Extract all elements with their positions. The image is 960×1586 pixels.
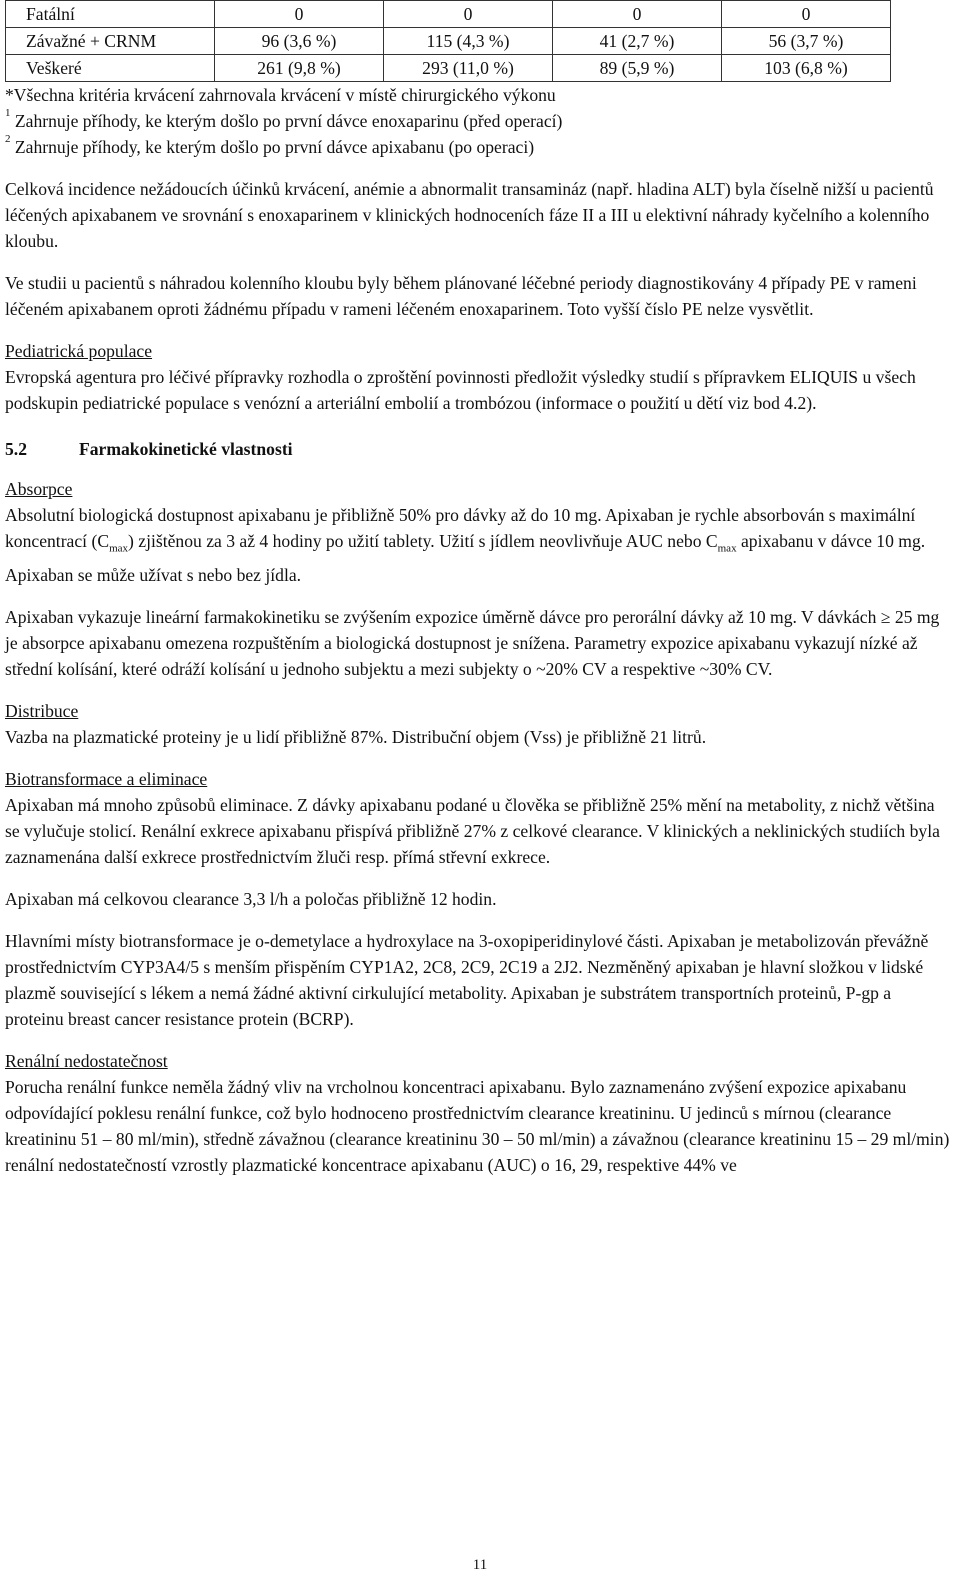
paragraph-adverse-effects: Celková incidence nežádoucích účinků krvácení, anémie a abnormalit transamináz (např. hladina ALT) byla číselně nižší u pacientů léčených apixabanem ve srovnání s enoxaparinem v klinických hodnoceních fáze II a III u elektivní náhrady kyčelního a kolenního kloubu.: [5, 179, 934, 251]
table-cell: 0: [384, 1, 553, 28]
table-cell: 96 (3,6 %): [215, 28, 384, 55]
text-run: ) zjištěnou za 3 až 4 hodiny po užití tablety. Užití s jídlem neovlivňuje AUC nebo C: [128, 531, 718, 551]
section-number: 5.2: [5, 439, 27, 459]
text-run: Absolutní biologická dostupnost apixabanu je přibližně 50% pro dávky až do 10 mg. Apixaban je rychle absorbován s maximální koncentrací (C: [5, 505, 916, 551]
footnote-2: [5, 134, 953, 160]
table-row: [6, 55, 891, 82]
text-run: apixabanu v dávce 10 mg. Apixaban se může užívat s nebo bez jídla.: [5, 531, 926, 585]
heading-distribution: Distribuce: [5, 700, 79, 721]
paragraph-biotransformation-2: Apixaban má celkovou clearance 3,3 l/h a poločas přibližně 12 hodin.: [5, 888, 497, 909]
paragraph-absorption-2: Apixaban vykazuje lineární farmakokinetiku se zvýšením expozice úměrně dávce pro perorální dávky až 10 mg. V dávkách ≥ 25 mg je absorpce apixabanu omezena rozpuštěním a biologická dostupnost je snížena. Parametry expozice apixabanu vykazují nízké až střední kolísání, které odráží kolísání u jednoho subjektu a mezi subjekty o ~20% CV a respektive ~30% CV.: [5, 606, 940, 679]
table-cell: 103 (6,8 %): [722, 55, 891, 82]
table-cell: 89 (5,9 %): [553, 55, 722, 82]
table-cell: 293 (11,0 %): [384, 55, 553, 82]
paragraph-pediatric: Evropská agentura pro léčivé přípravky rozhodla o zproštění povinnosti předložit výsledky studií s přípravkem ELIQUIS u všech podskupin pediatrické populace s venózní a arteriální embolií a trombózou (informace o použití u dětí viz bod 4.2).: [5, 367, 916, 413]
table-cell: 261 (9,8 %): [215, 55, 384, 82]
paragraph-renal: Porucha renální funkce neměla žádný vliv na vrcholnou koncentraci apixabanu. Bylo zaznamenáno zvýšení expozice apixabanu odpovídající poklesu renální funkce, což bylo hodnoceno prostřednictvím clearance kreatininu. U jedinců s mírnou (clearance kreatininu 51 – 80 ml/min), středně závažnou (clearance kreatininu 30 – 50 ml/min) a závažnou (clearance kreatininu 15 – 29 ml/min) renální nedostatečností vzrostly plazmatické koncentrace apixabanu (AUC) o 16, 29, respektive 44% ve: [5, 1076, 950, 1175]
table-cell: 0: [215, 1, 384, 28]
footnote-1: [5, 108, 953, 134]
paragraph-biotransformation-1: Apixaban má mnoho způsobů eliminace. Z dávky apixabanu podané u člověka se přibližně 25% mění na metabolity, z nichž většina se vylučuje stolicí. Renální exkrece apixabanu přispívá přibližně 27% z celkové clearance. V klinických a neklinických studiích byla zaznamenána další exkrece prostřednictvím žluči resp. přímá střevní exkrece.: [5, 794, 940, 867]
paragraph-absorption-1: [5, 502, 953, 588]
heading-biotransformation: Biotransformace a eliminace: [5, 768, 208, 789]
page-number: 11: [472, 1557, 488, 1573]
subscript: max: [717, 542, 737, 555]
heading-renal: Renální nedostatečnost: [5, 1050, 168, 1071]
bleeding-results-table: [5, 0, 891, 82]
table-cell: 56 (3,7 %): [722, 28, 891, 55]
paragraph-pe-cases: Ve studii u pacientů s náhradou kolenního kloubu byly během plánované léčebné periody diagnostikovány 4 případy PE v rameni léčeném apixabanem oproti žádnému případu v rameni léčeném enoxaparinem. Toto vyšší číslo PE nelze vysvětlit.: [5, 273, 917, 319]
row-label: Fatální: [6, 1, 215, 28]
heading-absorption: Absorpce: [5, 479, 73, 499]
footnote-mark: 1: [5, 107, 11, 119]
paragraph-biotransformation-3: Hlavními místy biotransformace je o-demetylace a hydroxylace na 3-oxopiperidinylové části. Apixaban je metabolizován převážně prostřednictvím CYP3A4/5 s menším přispěním CYP1A2, 2C8, 2C9, 2C19 a 2J2. Nezměněný apixaban je hlavní složkou v lidské plazmě související s lékem a nemá žádné aktivní cirkulující metabolity. Apixaban je substrátem transportních proteinů, P-gp a proteinu breast cancer resistance protein (BCRP).: [5, 930, 929, 1029]
footnote-star: *Všechna kritéria krvácení zahrnovala krvácení v místě chirurgického výkonu: [5, 85, 556, 105]
document-page: [5, 0, 953, 1178]
row-label: Veškeré: [6, 55, 215, 82]
table-footnotes: [5, 82, 953, 160]
table-cell: 0: [722, 1, 891, 28]
section-title: Farmakokinetické vlastnosti: [79, 439, 293, 459]
subscript: max: [109, 542, 129, 555]
footnote-text: Zahrnuje příhody, ke kterým došlo po první dávce enoxaparinu (před operací): [10, 111, 563, 131]
table-row: [6, 28, 891, 55]
paragraph-distribution: Vazba na plazmatické proteiny je u lidí přibližně 87%. Distribuční objem (Vss) je přibližně 21 litrů.: [5, 726, 707, 747]
footnote-text: Zahrnuje příhody, ke kterým došlo po první dávce apixabanu (po operaci): [10, 137, 535, 157]
row-label: Závažné + CRNM: [6, 28, 215, 55]
table-cell: 41 (2,7 %): [553, 28, 722, 55]
section-heading: [5, 436, 953, 462]
table-cell: 0: [553, 1, 722, 28]
table-row: [6, 1, 891, 28]
footnote-mark: 2: [5, 133, 11, 145]
table-cell: 115 (4,3 %): [384, 28, 553, 55]
heading-pediatric: Pediatrická populace: [5, 341, 153, 361]
